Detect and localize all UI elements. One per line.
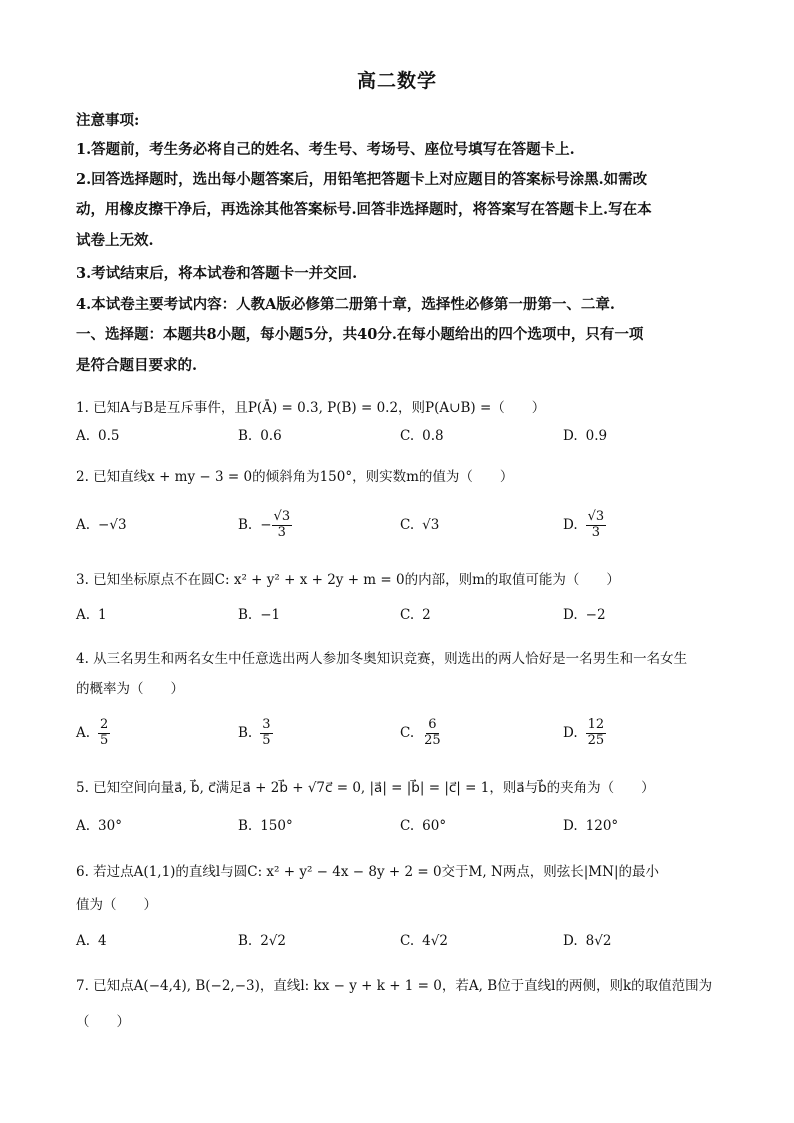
option-b[interactable]: B. 0.6 <box>238 428 282 444</box>
fraction: $\frac{√3}{3}$ <box>273 508 291 540</box>
option-a[interactable]: A. 1 <box>76 607 107 623</box>
option-d[interactable]: D. −2 <box>563 607 606 623</box>
option-a[interactable]: A. 4 <box>76 933 107 949</box>
question-1-options <box>76 420 726 452</box>
option-c[interactable]: C. $\frac{6}{25}$ <box>400 716 441 748</box>
option-d[interactable]: D. 120° <box>563 818 619 834</box>
option-c[interactable]: C. √3 <box>400 517 440 533</box>
option-b[interactable]: B. 150° <box>238 818 293 834</box>
option-d[interactable]: D. 0.9 <box>563 428 608 444</box>
option-a[interactable]: A. $\frac{2}{5}$ <box>76 716 109 748</box>
question-2-options <box>76 503 726 547</box>
fraction: $\frac{6}{25}$ <box>424 716 441 748</box>
section-heading-cont: 是符合题目要求的. <box>76 357 198 374</box>
fraction: $\frac{3}{5}$ <box>262 716 271 748</box>
section-heading: 一、选择题：本题共8小题，每小题5分，共40分.在每小题给出的四个选项中，只有一项 <box>76 326 644 343</box>
option-b[interactable]: B. $\frac{3}{5}$ <box>238 716 271 748</box>
note-line: 试卷上无效. <box>76 232 154 249</box>
fraction: $\frac{√3}{3}$ <box>587 508 605 540</box>
question-6-stem: 6. 若过点A(1,1)的直线l与圆C: x² + y² − 4x − 8y + 2 = 0交于M, N两点，则弦长|MN|的最小 <box>76 864 659 880</box>
fraction: $\frac{12}{25}$ <box>587 716 605 748</box>
question-2-stem: 2. 已知直线x + my − 3 = 0的倾斜角为150°，则实数m的值为（ ） <box>76 469 514 485</box>
option-d[interactable]: D. $\frac{√3}{3}$ <box>563 508 605 540</box>
question-3-options <box>76 601 726 629</box>
option-b[interactable]: B. − $\frac{√3}{3}$ <box>238 508 291 540</box>
question-6-options <box>76 927 726 955</box>
note-line: 4.本试卷主要考试内容：人教A版必修第二册第十章，选择性必修第一册第一、二章. <box>76 296 615 313</box>
page-title: 高二数学 <box>356 70 437 92</box>
question-4-stem: 4. 从三名男生和两名女生中任意选出两人参加冬奥知识竞赛，则选出的两人恰好是一名男生和一名女生 <box>76 651 688 667</box>
note-line: 2.回答选择题时，选出每小题答案后，用铅笔把答题卡上对应题目的答案标号涂黑.如需改 <box>76 171 648 188</box>
question-5-stem: 5. 已知空间向量a⃗, b⃗, c⃗满足a⃗ + 2b⃗ + √7c⃗ = 0, |a⃗| = |b⃗| = |c⃗| = 1，则a⃗与b⃗的夹角为（ ） <box>76 780 655 796</box>
option-b[interactable]: B. −1 <box>238 607 281 623</box>
option-c[interactable]: C. 2 <box>400 607 431 623</box>
note-line: 3.考试结束后，将本试卷和答题卡一并交回. <box>76 265 358 282</box>
question-3-stem: 3. 已知坐标原点不在圆C: x² + y² + x + 2y + m = 0的内部，则m的取值可能为（ ） <box>76 572 620 588</box>
note-line: 动，用橡皮擦干净后，再选涂其他答案标号.回答非选择题时，将答案写在答题卡上.写在本 <box>76 201 652 218</box>
question-7-stem-cont: （ ） <box>76 1014 130 1030</box>
option-d[interactable]: D. 8√2 <box>563 933 612 949</box>
question-4-options <box>76 711 726 755</box>
note-line: 1.答题前，考生务必将自己的姓名、考生号、考场号、座位号填写在答题卡上. <box>76 141 575 158</box>
question-4-stem-cont: 的概率为（ ） <box>76 681 184 697</box>
question-7-stem: 7. 已知点A(−4,4), B(−2,−3)，直线l: kx − y + k + 1 = 0，若A, B位于直线l的两侧，则k的取值范围为 <box>76 978 713 994</box>
option-c[interactable]: C. 4√2 <box>400 933 448 949</box>
option-a[interactable]: A. 0.5 <box>76 428 120 444</box>
question-5-options <box>76 812 726 840</box>
notes-header: 注意事项: <box>76 112 140 129</box>
option-b[interactable]: B. 2√2 <box>238 933 286 949</box>
option-c[interactable]: C. 60° <box>400 818 447 834</box>
option-d[interactable]: D. $\frac{12}{25}$ <box>563 716 605 748</box>
fraction: $\frac{2}{5}$ <box>100 716 109 748</box>
option-c[interactable]: C. 0.8 <box>400 428 444 444</box>
question-6-stem-cont: 值为（ ） <box>76 897 157 913</box>
option-a[interactable]: A. 30° <box>76 818 122 834</box>
option-a[interactable]: A. −√3 <box>76 517 127 533</box>
question-1-stem: 1. 已知A与B是互斥事件，且P(Ā) = 0.3, P(B) = 0.2，则P(A∪B) =（ ） <box>76 400 546 416</box>
